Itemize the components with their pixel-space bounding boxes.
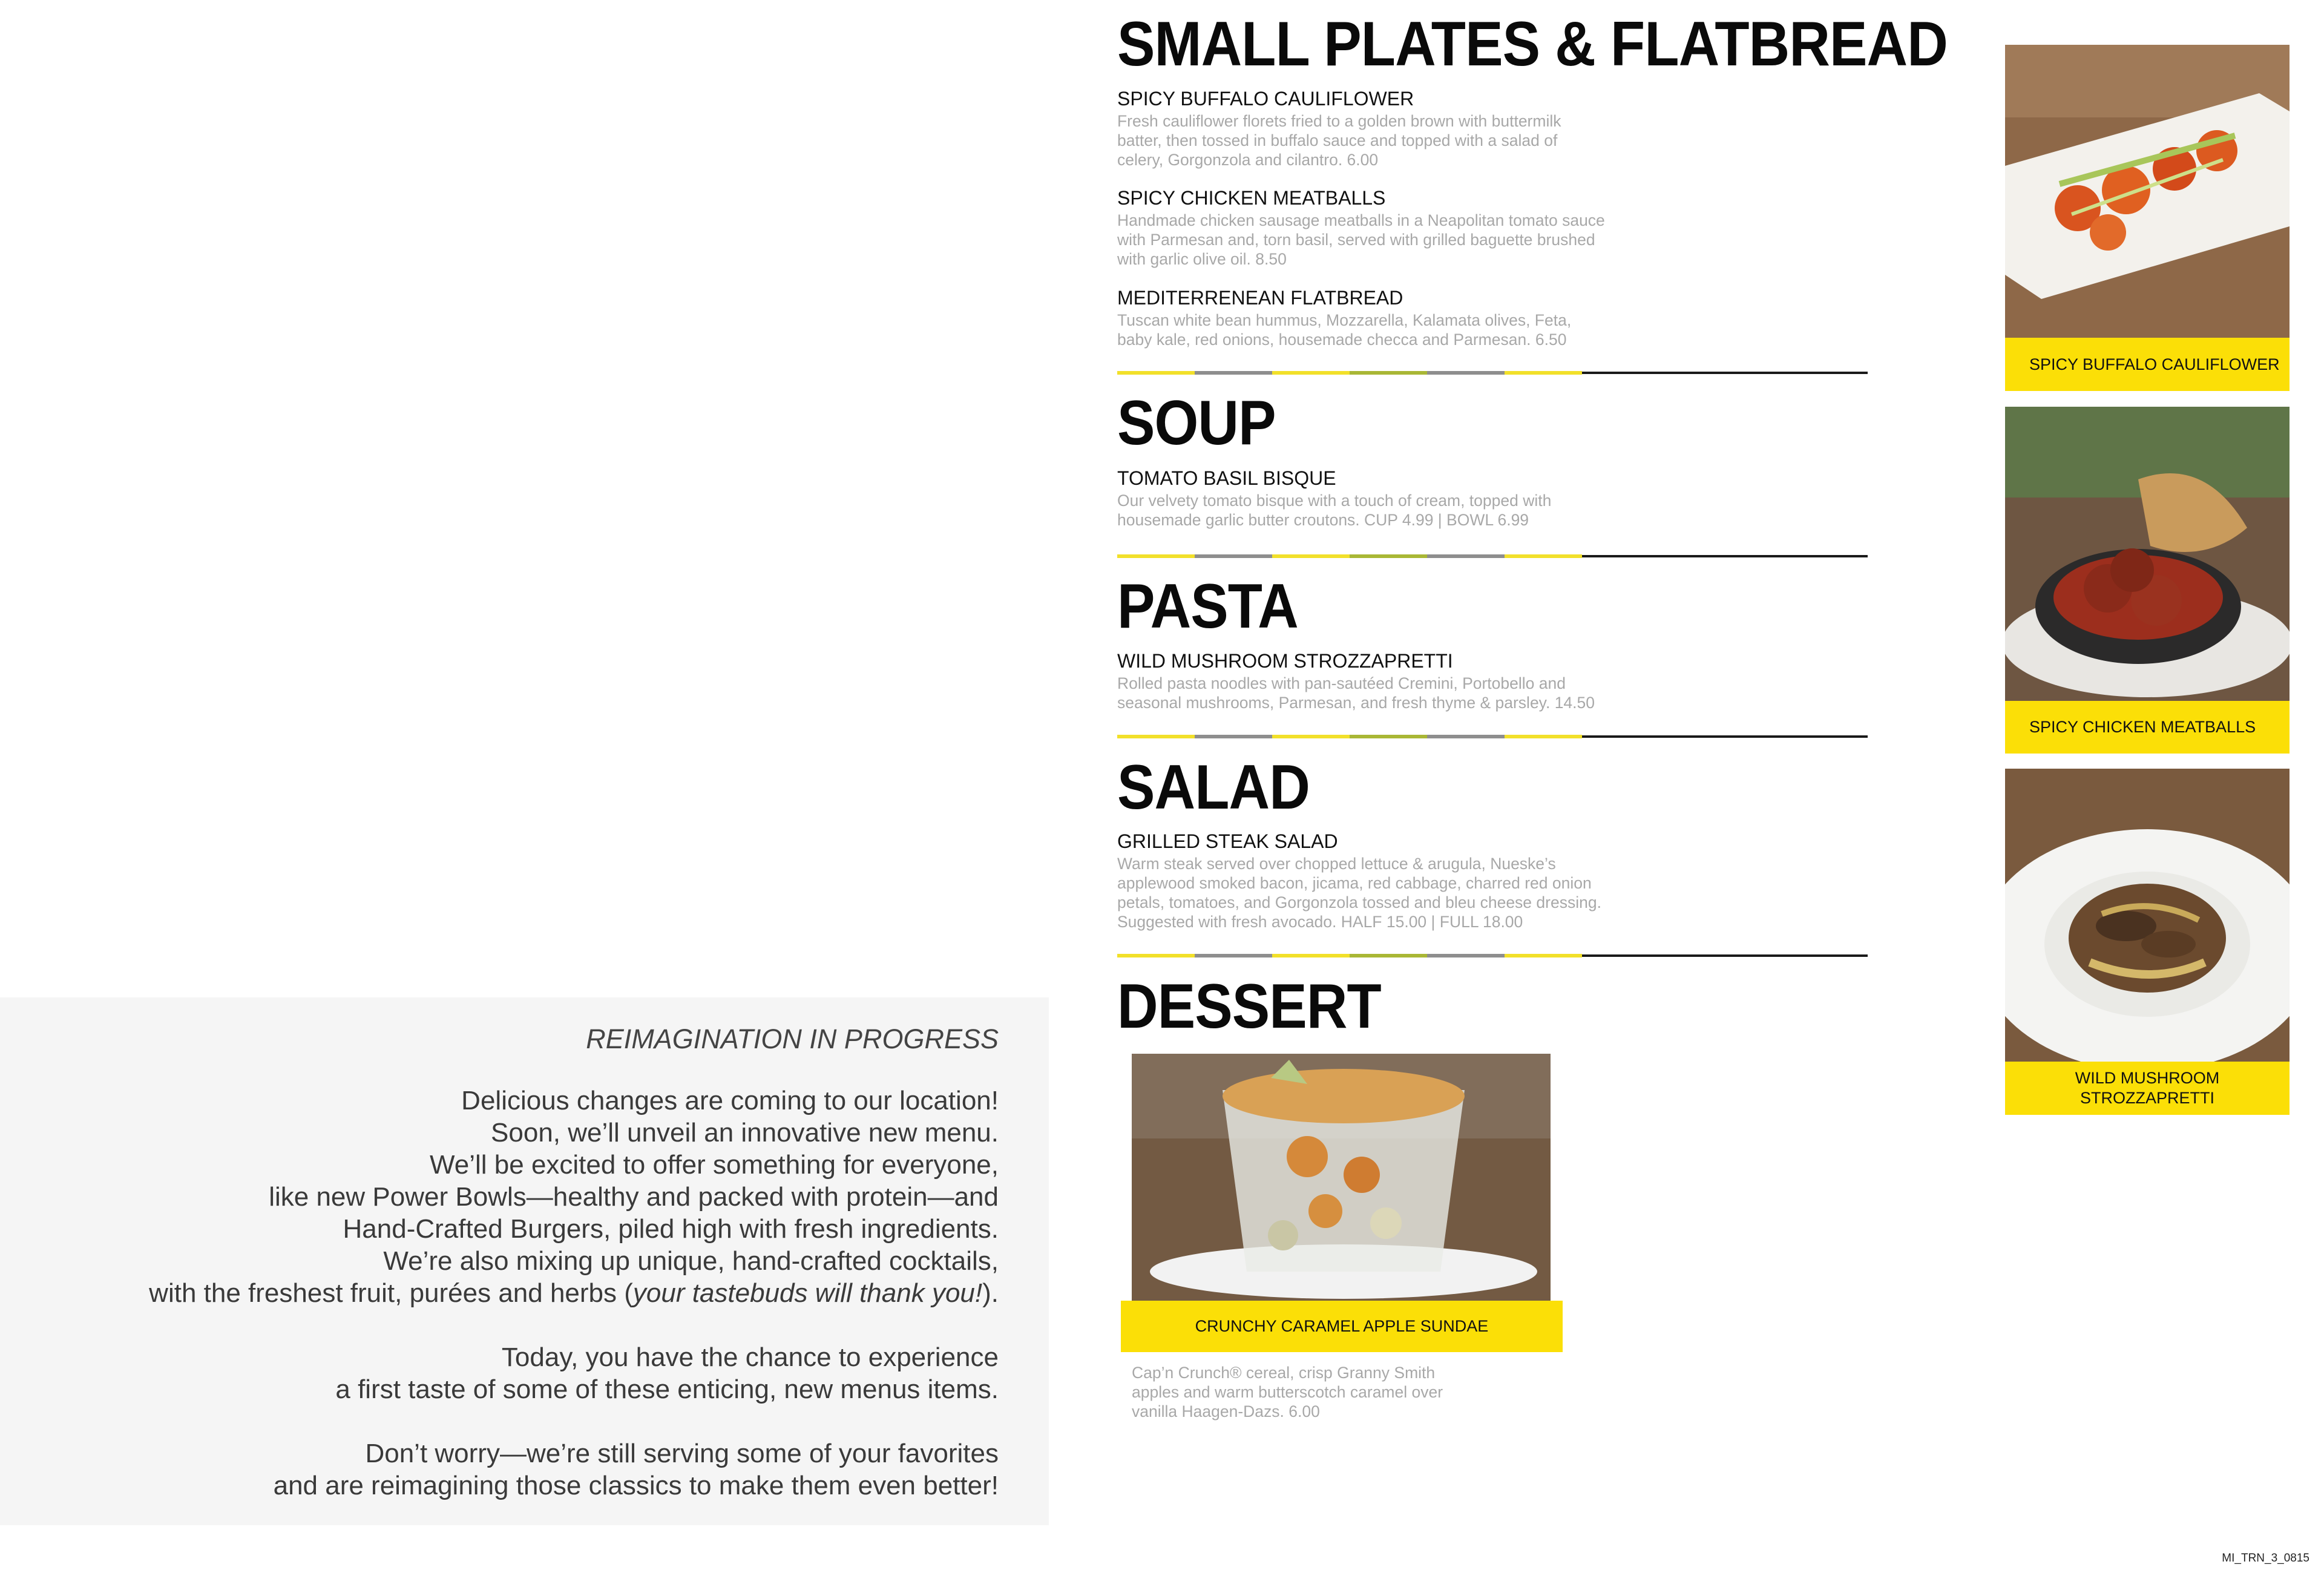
section-title-soup: SOUP <box>1117 388 1276 458</box>
item-name: SPICY BUFFALO CAULIFLOWER <box>1117 88 1414 110</box>
section-title-salad: SALAD <box>1117 752 1310 823</box>
promo-line: We’re also mixing up unique, hand-crafted cocktails, <box>383 1246 999 1276</box>
promo-paragraph-2 <box>0 1341 999 1405</box>
item-description <box>1117 111 1686 169</box>
menu-item <box>1117 649 1686 712</box>
meatballs-caption: SPICY CHICKEN MEATBALLS <box>2005 701 2290 754</box>
item-description <box>1117 854 1686 931</box>
section-title-pasta: PASTA <box>1117 571 1298 642</box>
section-title-dessert: DESSERT <box>1117 971 1381 1042</box>
cauliflower-photo <box>2005 45 2290 338</box>
item-description <box>1117 491 1686 530</box>
section-title-small-plates: SMALL PLATES & FLATBREAD <box>1117 9 1948 79</box>
meatballs-photo <box>2005 407 2290 701</box>
promo-line: Don’t worry—we’re still serving some of your favorites <box>365 1439 999 1468</box>
section-divider <box>1117 735 1868 738</box>
desc-line: apples and warm butterscotch caramel over <box>1132 1383 1443 1401</box>
desc-line: Handmade chicken sausage meatballs in a Neapolitan tomato sauce <box>1117 211 1605 229</box>
promo-line: Soon, we’ll unveil an innovative new menu. <box>491 1118 999 1148</box>
desc-line: baby kale, red onions, housemade checca and Parmesan. 6.50 <box>1117 330 1567 349</box>
promo-panel <box>0 997 1049 1525</box>
item-description <box>1117 310 1686 349</box>
desc-line: Tuscan white bean hummus, Mozzarella, Kalamata olives, Feta, <box>1117 311 1572 329</box>
promo-line: like new Power Bowls—healthy and packed with protein—and <box>269 1182 999 1212</box>
dessert-photo <box>1132 1054 1551 1301</box>
promo-line: Today, you have the chance to experience <box>501 1342 999 1372</box>
promo-emphasis: your tastebuds will thank you! <box>632 1278 983 1308</box>
item-name: TOMATO BASIL BISQUE <box>1117 467 1336 489</box>
promo-paragraph-3 <box>0 1437 999 1502</box>
desc-line: seasonal mushrooms, Parmesan, and fresh thyme & parsley. 14.50 <box>1117 694 1595 712</box>
desc-line: petals, tomatoes, and Gorgonzola tossed and bleu cheese dressing. <box>1117 893 1601 911</box>
item-name: MEDITERRENEAN FLATBREAD <box>1117 287 1403 309</box>
dessert-description <box>1132 1363 1507 1421</box>
section-divider <box>1117 371 1868 375</box>
desc-line: applewood smoked bacon, jicama, red cabbage, charred red onion <box>1117 874 1592 892</box>
menu-item <box>1117 186 1686 269</box>
caption-line: WILD MUSHROOM <box>2075 1069 2220 1087</box>
promo-line: Hand-Crafted Burgers, piled high with fresh ingredients. <box>343 1214 999 1244</box>
desc-line: Rolled pasta noodles with pan-sautéed Cremini, Portobello and <box>1117 674 1566 692</box>
desc-line: Suggested with fresh avocado. HALF 15.00 | FULL 18.00 <box>1117 913 1523 931</box>
promo-text: with the freshest fruit, purées and herbs ( <box>149 1278 633 1308</box>
pasta-caption <box>2005 1062 2290 1115</box>
item-name: SPICY CHICKEN MEATBALLS <box>1117 187 1386 209</box>
desc-line: Cap’n Crunch® cereal, crisp Granny Smith <box>1132 1364 1436 1382</box>
cauliflower-caption: SPICY BUFFALO CAULIFLOWER <box>2005 338 2290 391</box>
section-divider <box>1117 554 1868 558</box>
menu-item <box>1117 830 1686 931</box>
caption-line: STROZZAPRETTI <box>2080 1089 2214 1107</box>
menu-item <box>1117 87 1686 169</box>
desc-line: Warm steak served over chopped lettuce & arugula, Nueske’s <box>1117 855 1556 873</box>
item-name: GRILLED STEAK SALAD <box>1117 830 1338 852</box>
menu-item <box>1117 467 1686 530</box>
desc-line: batter, then tossed in buffalo sauce and topped with a salad of <box>1117 131 1558 149</box>
promo-line: and are reimagining those classics to make them even better! <box>273 1471 999 1500</box>
promo-paragraph-1 <box>0 1085 999 1309</box>
item-description <box>1117 211 1686 269</box>
desc-line: with Parmesan and, torn basil, served with grilled baguette brushed <box>1117 231 1595 249</box>
promo-text: ). <box>982 1278 999 1308</box>
promo-line: Delicious changes are coming to our location! <box>461 1086 999 1115</box>
promo-line: We’ll be excited to offer something for everyone, <box>430 1150 999 1180</box>
promo-line: a first taste of some of these enticing, new menus items. <box>335 1375 999 1404</box>
desc-line: Our velvety tomato bisque with a touch of cream, topped with <box>1117 491 1552 510</box>
desc-line: celery, Gorgonzola and cilantro. 6.00 <box>1117 151 1379 169</box>
section-divider <box>1117 954 1868 957</box>
item-name: WILD MUSHROOM STROZZAPRETTI <box>1117 650 1453 672</box>
dessert-caption: CRUNCHY CARAMEL APPLE SUNDAE <box>1121 1301 1563 1352</box>
pasta-photo <box>2005 769 2290 1062</box>
document-code: MI_TRN_3_0815 <box>2222 1552 2309 1565</box>
promo-line <box>0 1277 999 1309</box>
desc-line: Fresh cauliflower florets fried to a golden brown with buttermilk <box>1117 112 1561 130</box>
desc-line: vanilla Haagen-Dazs. 6.00 <box>1132 1402 1320 1421</box>
menu-item <box>1117 286 1686 349</box>
promo-heading: REIMAGINATION IN PROGRESS <box>586 1023 999 1054</box>
item-description <box>1117 674 1686 712</box>
desc-line: with garlic olive oil. 8.50 <box>1117 250 1287 268</box>
desc-line: housemade garlic butter croutons. CUP 4.99 | BOWL 6.99 <box>1117 511 1529 529</box>
